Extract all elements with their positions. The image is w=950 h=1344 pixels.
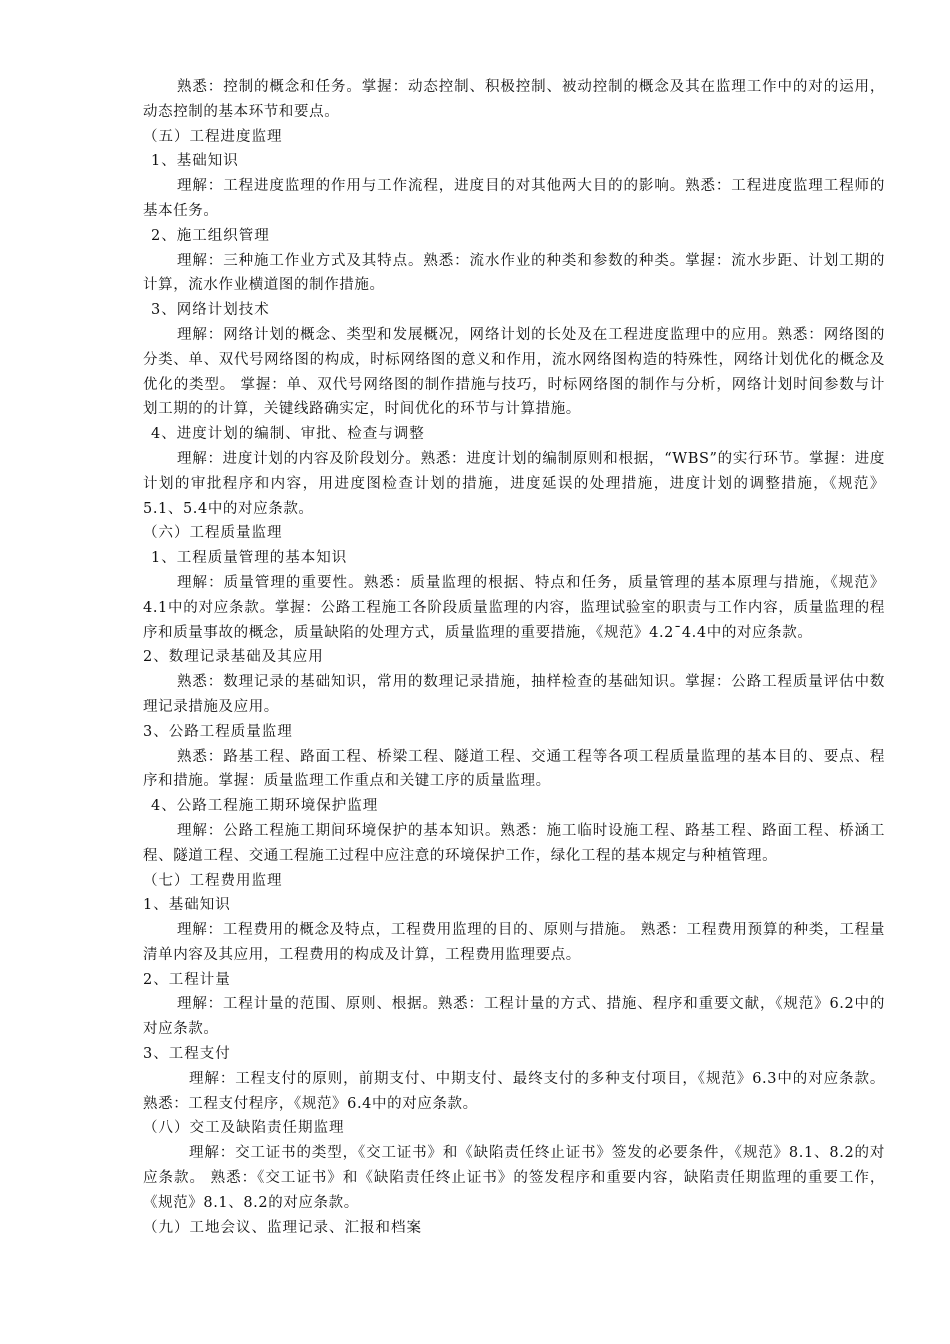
document-body (143, 75, 885, 1240)
subheading-payment: 3、工程支付 (143, 1046, 231, 1063)
paragraph-network-planning: 理解：网络计划的概念、类型和发展概况，网络计划的长处及在工程进度监理中的应用。熟悉：网络图的分类、单、双代号网络图的构成，时标网络图的意义和作用，流水网络图构造的特殊性，网络计划优化的概念及优化的类型。 掌握：单、双代号网络图的制作措施与技巧，时标网络图的制作与分析，网络计划时间参数与计划工期的的计算，关键线路确实定，时间优化的环节与计算措施。 (143, 326, 885, 418)
paragraph-statistics: 熟悉：数理记录的基础知识，常用的数理记录措施，抽样检查的基础知识。掌握：公路工程质量评估中数理记录措施及应用。 (143, 674, 885, 715)
paragraph-environment: 理解：公路工程施工期间环境保护的基本知识。熟悉：施工临时设施工程、路基工程、路面工程、桥涵工程、隧道工程、交通工程施工过程中应注意的环境保护工作，绿化工程的基本规定与种植管理。 (143, 822, 885, 864)
section-heading-handover: （八）交工及缺陷责任期监理 (143, 1120, 345, 1137)
paragraph-measurement: 理解：工程计量的范围、原则、根据。熟悉：工程计量的方式、措施、程序和重要文献，《规范》6.2中的对应条款。 (143, 996, 885, 1038)
paragraph-highway-quality: 熟悉：路基工程、路面工程、桥梁工程、隧道工程、交通工程等各项工程质量监理的基本目的、要点、程序和措施。掌握：质量监理工作重点和关键工序的质量监理。 (143, 748, 885, 790)
section-heading-meetings: （九）工地会议、监理记录、汇报和档案 (143, 1219, 422, 1236)
subheading-network-planning: 3、网络计划技术 (151, 302, 270, 319)
paragraph-control-concepts: 熟悉：控制的概念和任务。掌握：动态控制、积极控制、被动控制的概念及其在监理工作中的对的运用，动态控制的基本环节和要点。 (143, 79, 885, 120)
section-heading-progress: （五）工程进度监理 (143, 128, 283, 145)
section-heading-quality: （六）工程质量监理 (143, 525, 283, 542)
subheading-highway-quality: 3、公路工程质量监理 (143, 723, 293, 740)
paragraph-quality-basics: 理解：质量管理的重要性。熟悉：质量监理的根据、特点和任务，质量管理的基本原理与措施，《规范》4.1中的对应条款。掌握：公路工程施工各阶段质量监理的内容，监理试验室的职责与工作内容，质量监理的程序和质量事故的概念，质量缺陷的处理方式，质量监理的重要措施，《规范》4.2¯4.4中的对应条款。 (143, 574, 885, 641)
paragraph-handover: 理解：交工证书的类型，《交工证书》和《缺陷责任终止证书》签发的必要条件，《规范》8.1、8.2的对应条款。 熟悉：《交工证书》和《缺陷责任终止证书》的签发程序和重要内容，缺陷责任期监理的重要工作，《规范》8.1、8.2的对应条款。 (143, 1145, 885, 1211)
paragraph-construction-organization: 理解：三种施工作业方式及其特点。熟悉：流水作业的种类和参数的种类。掌握：流水步距、计划工期的计算，流水作业横道图的制作措施。 (143, 252, 885, 294)
subheading-construction-organization: 2、施工组织管理 (151, 227, 270, 244)
subheading-statistics: 2、数理记录基础及其应用 (143, 649, 324, 666)
subheading-basic-knowledge: 1、基础知识 (151, 153, 239, 170)
paragraph-progress-basics: 理解：工程进度监理的作用与工作流程，进度目的对其他两大目的的影响。熟悉：工程进度监理工程师的基本任务。 (143, 178, 885, 219)
paragraph-cost-basics: 理解：工程费用的概念及特点，工程费用监理的目的、原则与措施。 熟悉：工程费用预算的种类，工程量清单内容及其应用，工程费用的构成及计算，工程费用监理要点。 (143, 922, 885, 963)
paragraph-payment: 理解：工程支付的原则，前期支付、中期支付、最终支付的多种支付项目，《规范》6.3中的对应条款。熟悉：工程支付程序，《规范》6.4中的对应条款。 (143, 1070, 885, 1112)
subheading-schedule-compilation: 4、进度计划的编制、审批、检查与调整 (151, 426, 425, 443)
subheading-measurement: 2、工程计量 (143, 971, 231, 988)
subheading-cost-basics: 1、基础知识 (143, 897, 231, 914)
section-heading-cost: （七）工程费用监理 (143, 872, 283, 889)
paragraph-schedule-compilation: 理解：进度计划的内容及阶段划分。熟悉：进度计划的编制原则和根据，“WBS”的实行环节。掌握：进度计划的审批程序和内容，用进度图检查计划的措施，进度延误的处理措施，进度计划的调整措施，《规范》5.1、5.4中的对应条款。 (143, 450, 885, 517)
subheading-environment: 4、公路工程施工期环境保护监理 (151, 798, 379, 815)
subheading-quality-basics: 1、工程质量管理的基本知识 (151, 550, 348, 567)
